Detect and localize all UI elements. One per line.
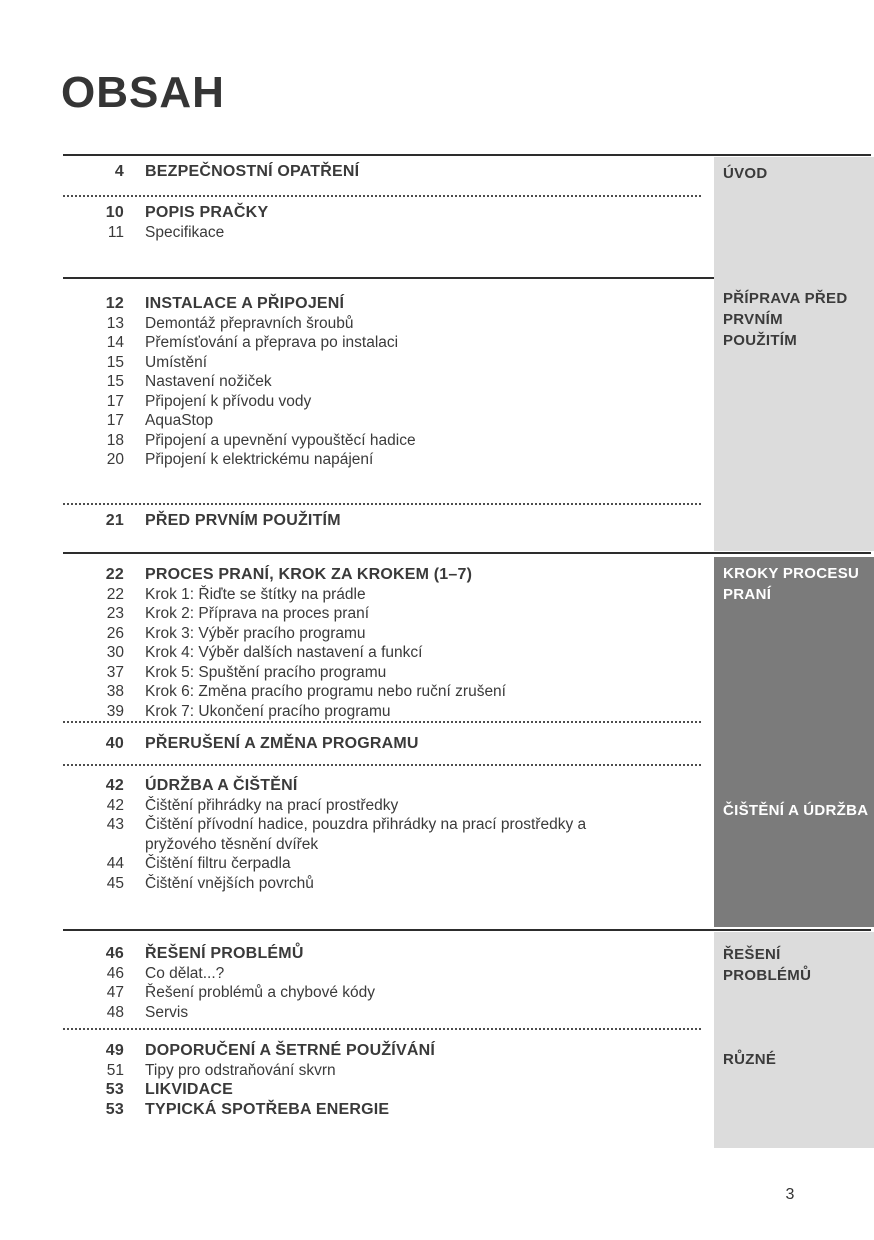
toc-row (63, 1041, 701, 1061)
toc-page-number: 12 (105, 295, 124, 312)
toc-entry-label: Přemísťování a přeprava po instalaci (145, 334, 399, 351)
toc-row (63, 333, 701, 353)
toc-page-number: 15 (106, 373, 124, 390)
toc-entry-label: AquaStop (145, 412, 214, 429)
toc-row (63, 294, 701, 314)
toc-entry-label: DOPORUČENÍ A ŠETRNÉ POUŽÍVÁNÍ (145, 1042, 435, 1059)
sidebar-block-washing-cleaning (714, 557, 874, 927)
page-number: 3 (785, 1186, 795, 1203)
toc-row (63, 1061, 701, 1081)
toc-entry-label: Připojení a upevnění vypouštěcí hadice (145, 431, 416, 449)
toc-page-number: 53 (105, 1100, 124, 1118)
toc-entry-label: Krok 4: Výběr dalších nastavení a funkcí (145, 644, 423, 661)
toc-row (63, 511, 701, 531)
toc-page-number: 23 (106, 605, 124, 622)
toc-page-number: 22 (106, 585, 124, 603)
toc-row (63, 796, 701, 816)
toc-page-number: 49 (105, 1042, 124, 1059)
toc-entry-label: Krok 7: Ukončení pracího programu (145, 702, 391, 720)
toc-page-number: 46 (105, 945, 124, 962)
toc-page-number: 48 (106, 1003, 124, 1021)
toc-page-number: 45 (106, 874, 124, 892)
toc-page-number: 17 (106, 392, 124, 410)
toc-row (63, 682, 701, 702)
toc-entry-label: TYPICKÁ SPOTŘEBA ENERGIE (145, 1100, 390, 1118)
section-divider (63, 552, 871, 554)
toc-entry-label: Umístění (145, 353, 208, 371)
toc-section-interruption (63, 734, 701, 754)
toc-row (63, 1080, 701, 1100)
sidebar-label-uvod: ÚVOD (723, 165, 768, 182)
toc-page-number: 42 (106, 796, 124, 814)
sidebar-label-cisteni: ČIŠTĚNÍ A ÚDRŽBA (723, 802, 869, 819)
toc-entry-label: Servis (145, 1003, 189, 1021)
section-divider (63, 154, 871, 156)
toc-page-number: 14 (106, 334, 124, 351)
toc-page-number: 17 (106, 412, 124, 429)
toc-page-number: 42 (105, 777, 124, 794)
toc-page-number: 37 (106, 663, 124, 681)
toc-row (63, 353, 701, 373)
toc-row (63, 874, 701, 894)
toc-row (63, 431, 701, 451)
toc-entry-label: Co dělat...? (145, 964, 225, 982)
toc-row (63, 1003, 701, 1023)
toc-page-number: 22 (105, 566, 124, 583)
toc-entry-label: Nastavení nožiček (145, 373, 272, 390)
toc-row (63, 944, 701, 964)
toc-page-number: 11 (107, 223, 124, 241)
toc-entry-label: ÚDRŽBA A ČIŠTĚNÍ (145, 777, 298, 794)
toc-entry-label: POPIS PRAČKY (145, 204, 269, 221)
toc-row (63, 1100, 701, 1120)
dotted-divider (63, 1028, 701, 1030)
toc-row (63, 203, 701, 223)
toc-entry-label: Specifikace (145, 223, 225, 241)
toc-section-installation (63, 294, 701, 470)
toc-page-number: 26 (106, 624, 124, 642)
toc-entry-label: Krok 5: Spuštění pracího programu (145, 663, 387, 681)
toc-row (63, 776, 701, 796)
toc-entry-label: ŘEŠENÍ PROBLÉMŮ (145, 945, 304, 962)
toc-section-description (63, 203, 701, 242)
toc-page-number: 40 (105, 735, 124, 752)
toc-entry-label: PŘED PRVNÍM POUŽITÍM (145, 512, 341, 529)
toc-section-misc (63, 1041, 701, 1119)
page-title: OBSAH (61, 68, 225, 117)
toc-page-number: 15 (106, 353, 124, 371)
toc-page-number: 47 (106, 984, 124, 1001)
toc-page-number: 53 (105, 1081, 124, 1098)
toc-entry-label: LIKVIDACE (145, 1081, 234, 1098)
toc-page-number: 18 (106, 431, 124, 449)
sidebar-label-ruzne: RŮZNÉ (723, 1051, 777, 1068)
toc-entry-label: Krok 1: Řiďte se štítky na prádle (145, 585, 366, 603)
toc-entry-label: PŘERUŠENÍ A ZMĚNA PROGRAMU (145, 735, 419, 752)
toc-row (63, 392, 701, 412)
toc-page-number: 39 (106, 702, 124, 720)
toc-section-washing-process (63, 565, 701, 721)
toc-section-before-first-use (63, 511, 701, 531)
toc-row (63, 643, 701, 663)
toc-row (63, 223, 701, 243)
dotted-divider (63, 195, 701, 197)
toc-entry-label: Krok 6: Změna pracího programu nebo ruční zrušení (145, 683, 506, 700)
toc-entry-label: INSTALACE A PŘIPOJENÍ (145, 295, 345, 312)
toc-page-number: 38 (106, 683, 124, 700)
toc-row (63, 314, 701, 334)
toc-row (63, 815, 701, 854)
sidebar-block-intro-preparation (714, 157, 874, 551)
toc-entry-label: Připojení k přívodu vody (145, 392, 312, 410)
toc-row (63, 734, 701, 754)
sidebar-label-priprava: PŘÍPRAVA PŘED PRVNÍM POUŽITÍM (723, 290, 848, 349)
toc-section-safety (63, 162, 701, 182)
toc-row (63, 624, 701, 644)
toc-page-number: 10 (105, 204, 124, 221)
toc-page-number: 21 (105, 512, 124, 529)
toc-entry-label: PROCES PRANÍ, KROK ZA KROKEM (1–7) (145, 566, 473, 583)
toc-entry-label: Demontáž přepravních šroubů (145, 314, 354, 332)
toc-row (63, 162, 701, 182)
toc-entry-label: Připojení k elektrickému napájení (145, 451, 374, 468)
toc-entry-label: Čištění přihrádky na prací prostředky (145, 796, 399, 814)
toc-row (63, 702, 701, 722)
toc-page-number: 51 (106, 1061, 124, 1079)
dotted-divider (63, 764, 701, 766)
section-divider (63, 929, 871, 931)
toc-entry-label: BEZPEČNOSTNÍ OPATŘENÍ (145, 163, 360, 180)
toc-entry-label: Krok 2: Příprava na proces praní (145, 605, 370, 622)
toc-row (63, 604, 701, 624)
toc-entry-label: Čištění filtru čerpadla (145, 855, 291, 872)
toc-page-number: 30 (106, 644, 124, 661)
dotted-divider (63, 503, 701, 505)
sidebar-label-reseni: ŘEŠENÍ PROBLÉMŮ (723, 946, 812, 984)
toc-entry-label: Krok 3: Výběr pracího programu (145, 624, 366, 642)
toc-page-number: 44 (106, 855, 124, 872)
toc-row (63, 585, 701, 605)
toc-row (63, 411, 701, 431)
toc-row (63, 854, 701, 874)
toc-section-troubleshooting (63, 944, 701, 1022)
toc-row (63, 565, 701, 585)
toc-row (63, 450, 701, 470)
toc-page-number: 43 (106, 816, 124, 833)
toc-entry-label: Tipy pro odstraňování skvrn (145, 1061, 336, 1079)
dotted-divider (63, 721, 701, 723)
toc-row (63, 372, 701, 392)
toc-row (63, 663, 701, 683)
toc-row (63, 983, 701, 1003)
toc-page-number: 13 (106, 314, 124, 332)
toc-page-number: 4 (114, 163, 124, 180)
toc-entry-label: Řešení problémů a chybové kódy (145, 984, 376, 1001)
sidebar-label-kroky: KROKY PROCESU PRANÍ (723, 565, 860, 603)
toc-entry-label: Čištění přívodní hadice, pouzdra přihrádky na prací prostředky a pryžového těsnění dvířek (145, 816, 587, 853)
toc-page-number: 20 (106, 451, 124, 468)
toc-entry-label: Čištění vnějších povrchů (145, 874, 314, 892)
toc-page-number: 46 (106, 964, 124, 982)
toc-section-maintenance (63, 776, 701, 893)
toc-row (63, 964, 701, 984)
